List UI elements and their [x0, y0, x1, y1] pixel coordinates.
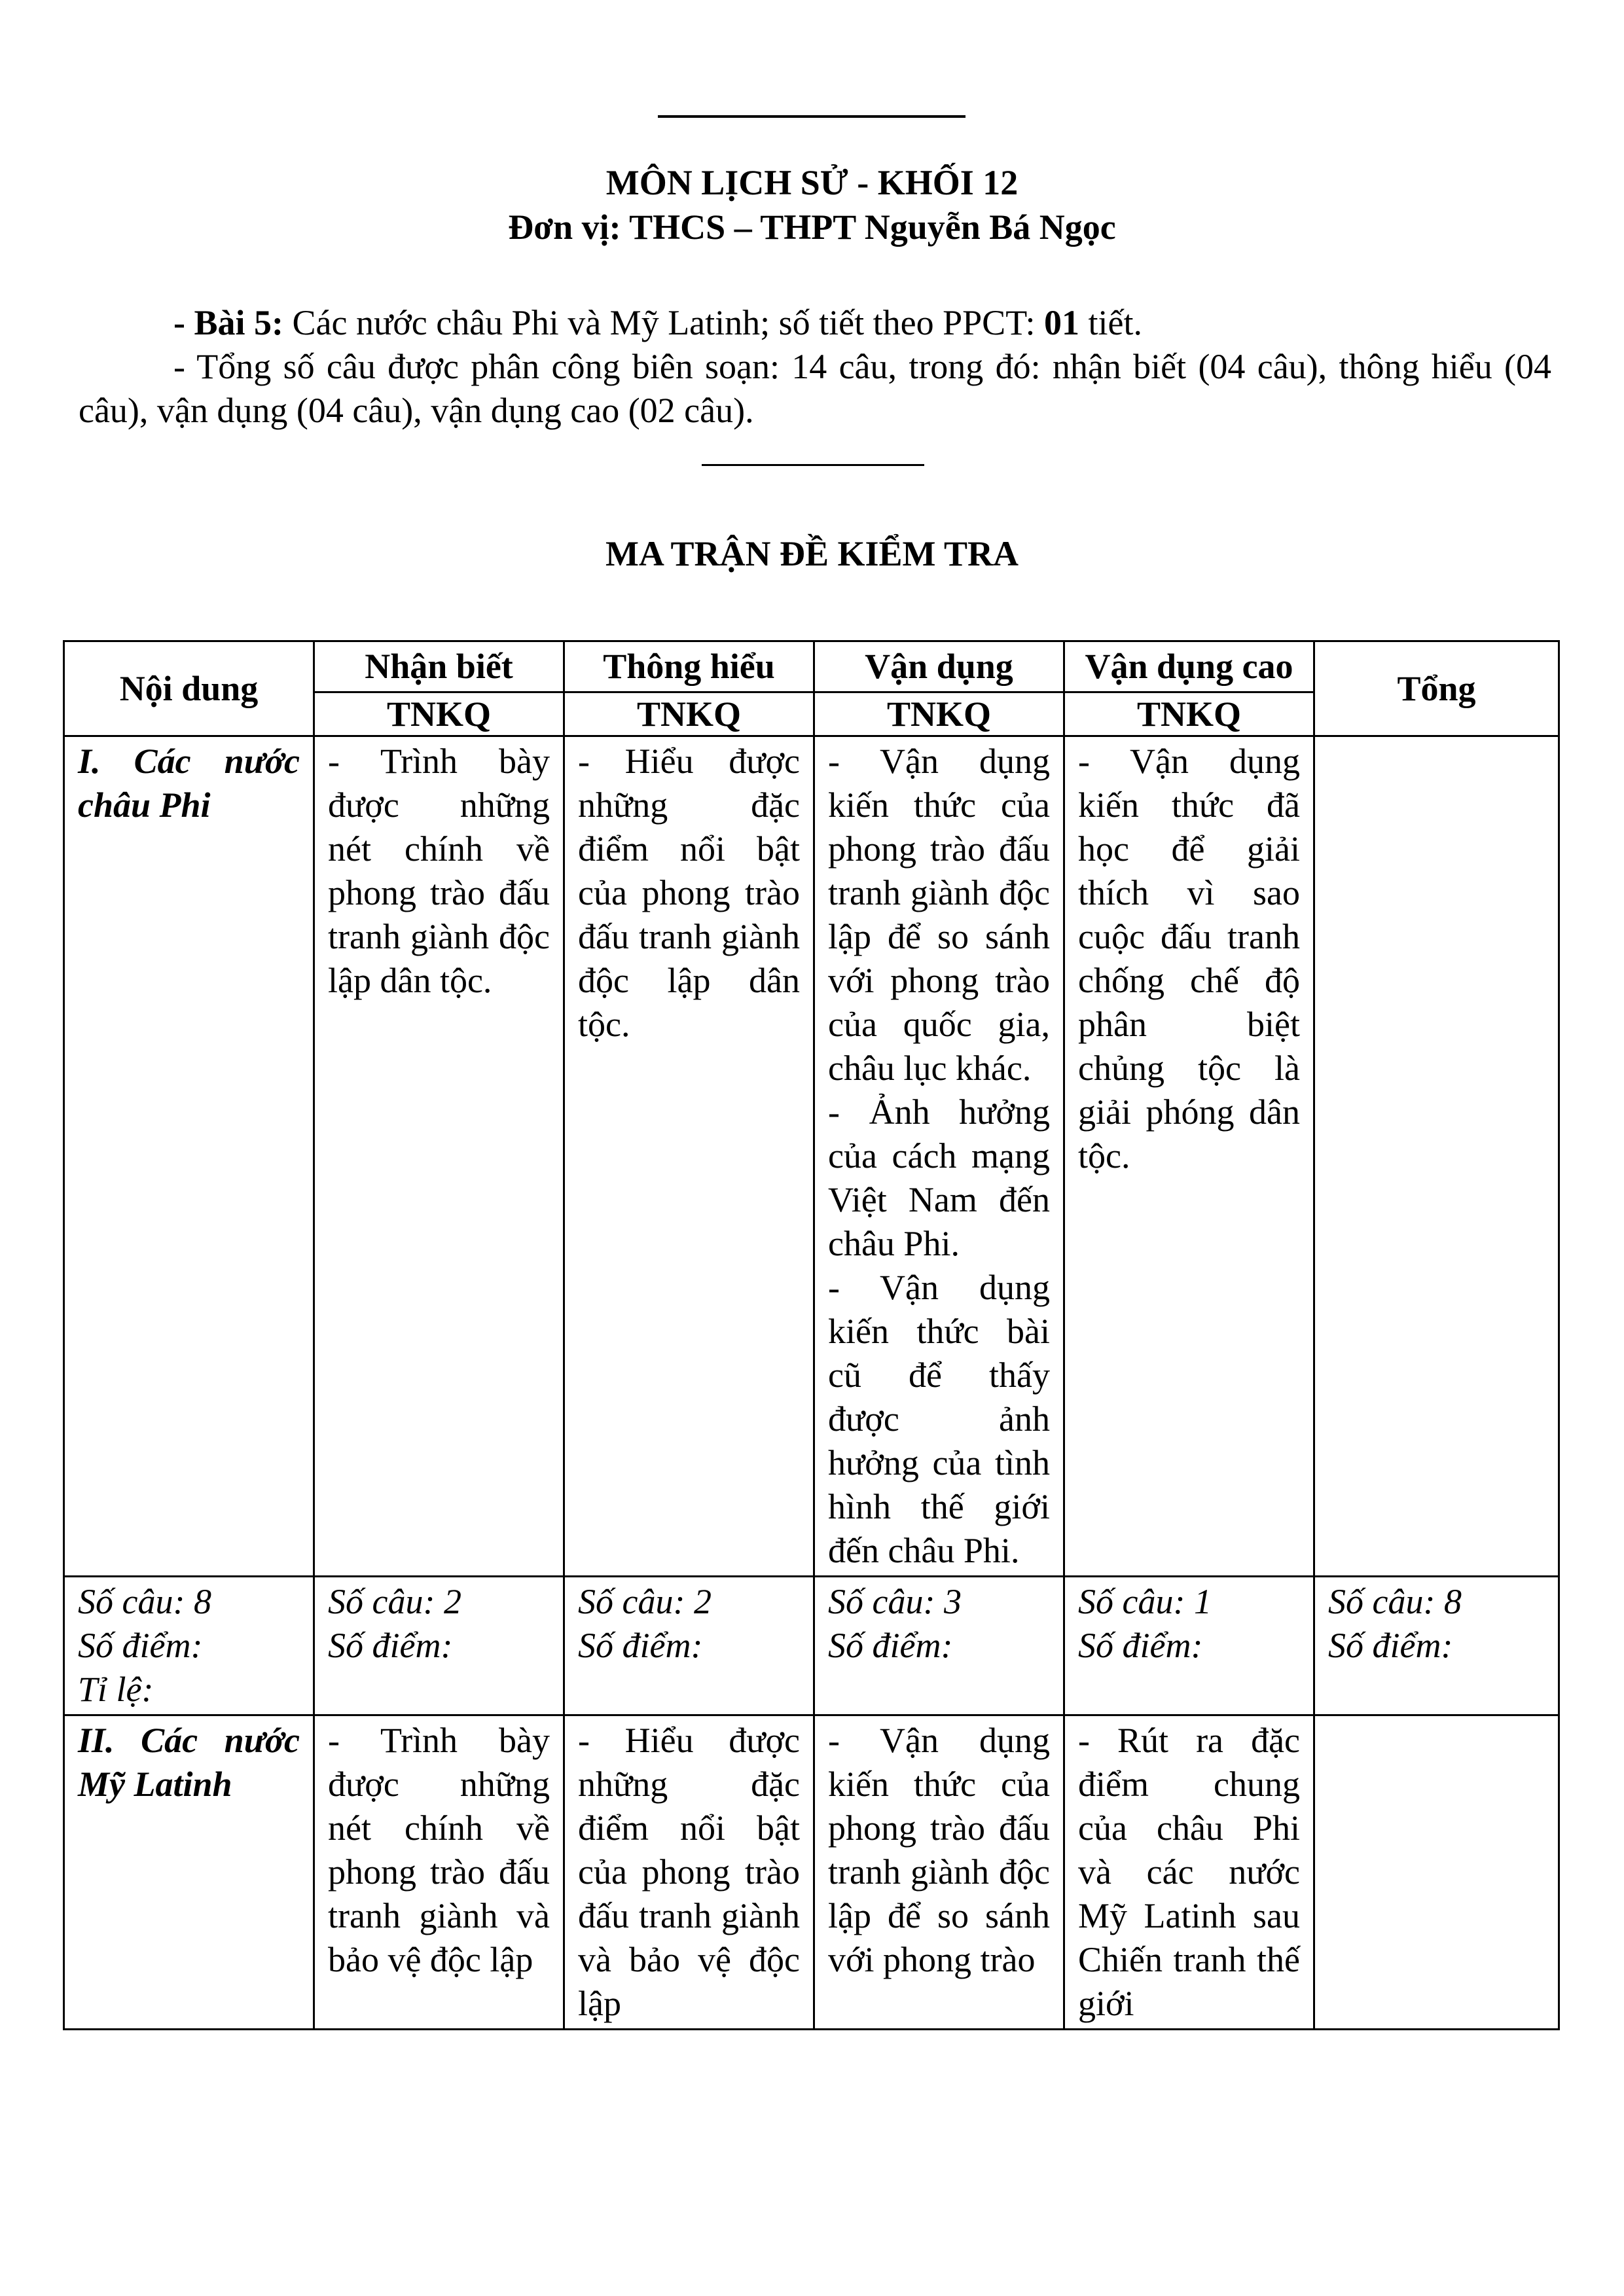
unit-title: Đơn vị: THCS – THPT Nguyễn Bá Ngọc [508, 207, 1116, 247]
assignment-info: - Tổng số câu được phân công biên soạn: 14 câu, trong đó: nhận biết (04 câu), thông hiểu (04 câu), vận dụng (04 câu), vận dụng cao (02 câu). [79, 347, 1551, 430]
intro-divider [702, 464, 924, 466]
stat-questions: Số câu: 8 [1328, 1582, 1462, 1621]
matrix-title: MA TRẬN ĐỀ KIỂM TRA [605, 534, 1019, 573]
header-content: Nội dung [64, 641, 314, 736]
stats1-recognize [314, 1577, 564, 1715]
section1-apply-item: - Vận dụng kiến thức của phong trào đấu tranh giành độc lập để so sánh với phong trào của quốc gia, châu lục khác. [828, 742, 1050, 1088]
stats1-row [64, 1577, 1559, 1715]
section1-recognize: - Trình bày được những nét chính về phong trào đấu tranh giành độc lập dân tộc. [314, 736, 564, 1577]
section1-apply-item: - Ảnh hưởng của cách mạng Việt Nam đến châu Phi. [828, 1092, 1050, 1263]
section1-apply-high: - Vận dụng kiến thức đã học để giải thích vì sao cuộc đấu tranh chống chế độ phân biệt chủng tộc là giải phóng dân tộc. [1064, 736, 1314, 1577]
section2-apply-high: - Rút ra đặc điểm chung của châu Phi và các nước Mỹ Latinh sau Chiến tranh thế giới [1064, 1715, 1314, 2030]
section1-row [64, 736, 1559, 1577]
stat-questions: Số câu: 3 [828, 1582, 962, 1621]
section1-total [1314, 736, 1559, 1577]
stat-questions: Số câu: 2 [328, 1582, 461, 1621]
lesson-periods: 01 [1044, 303, 1080, 342]
test-matrix-table [63, 640, 1560, 2030]
stat-questions: Số câu: 2 [578, 1582, 712, 1621]
header-total: Tổng [1314, 641, 1559, 736]
header-apply: Vận dụng [814, 641, 1064, 692]
stat-points: Số điểm: [328, 1626, 453, 1665]
stat-points: Số điểm: [578, 1626, 703, 1665]
section1-apply-item: - Vận dụng kiến thức bài cũ để thấy được ảnh hưởng của tình hình thế giới đến châu Phi. [828, 1268, 1050, 1570]
section1-understand: - Hiểu được những đặc điểm nổi bật của phong trào đấu tranh giành độc lập dân tộc. [564, 736, 814, 1577]
tnkq-apply: TNKQ [814, 692, 1064, 736]
header-understand: Thông hiểu [564, 641, 814, 692]
section2-row [64, 1715, 1559, 2030]
stat-points: Số điểm: [1328, 1626, 1453, 1665]
stat-points: Số điểm: [828, 1626, 953, 1665]
stats1-total [1314, 1577, 1559, 1715]
header-apply-high: Vận dụng cao [1064, 641, 1314, 692]
stats1-apply [814, 1577, 1064, 1715]
section2-name: II. Các nước Mỹ Latinh [64, 1715, 314, 2030]
stat-questions: Số câu: 1 [1078, 1582, 1212, 1621]
stats1-understand [564, 1577, 814, 1715]
tnkq-apply-high: TNKQ [1064, 692, 1314, 736]
section2-understand: - Hiểu được những đặc điểm nổi bật của phong trào đấu tranh giành và bảo vệ độc lập [564, 1715, 814, 2030]
section2-recognize: - Trình bày được những nét chính về phong trào đấu tranh giành và bảo vệ độc lập [314, 1715, 564, 2030]
tnkq-recognize: TNKQ [314, 692, 564, 736]
header-recognize: Nhận biết [314, 641, 564, 692]
lesson-text: Các nước châu Phi và Mỹ Latinh; số tiết theo PPCT: [283, 303, 1045, 342]
section2-apply: - Vận dụng kiến thức của phong trào đấu tranh giành độc lập để so sánh với phong trào [814, 1715, 1064, 2030]
stats1-content [64, 1577, 314, 1715]
stat-questions: Số câu: 8 [78, 1582, 211, 1621]
top-divider [658, 115, 965, 118]
tnkq-understand: TNKQ [564, 692, 814, 736]
stats1-apply-high [1064, 1577, 1314, 1715]
section1-name: I. Các nước châu Phi [64, 736, 314, 1577]
stat-points: Số điểm: [78, 1626, 203, 1665]
lesson-label: - Bài 5: [173, 303, 283, 342]
stat-ratio: Tỉ lệ: [78, 1670, 154, 1709]
stat-points: Số điểm: [1078, 1626, 1203, 1665]
section2-total [1314, 1715, 1559, 2030]
subject-title: MÔN LỊCH SỬ - KHỐI 12 [605, 163, 1019, 202]
section1-apply [814, 736, 1064, 1577]
header-row [64, 641, 1559, 692]
lesson-info [79, 301, 1551, 345]
lesson-end: tiết. [1079, 303, 1142, 342]
